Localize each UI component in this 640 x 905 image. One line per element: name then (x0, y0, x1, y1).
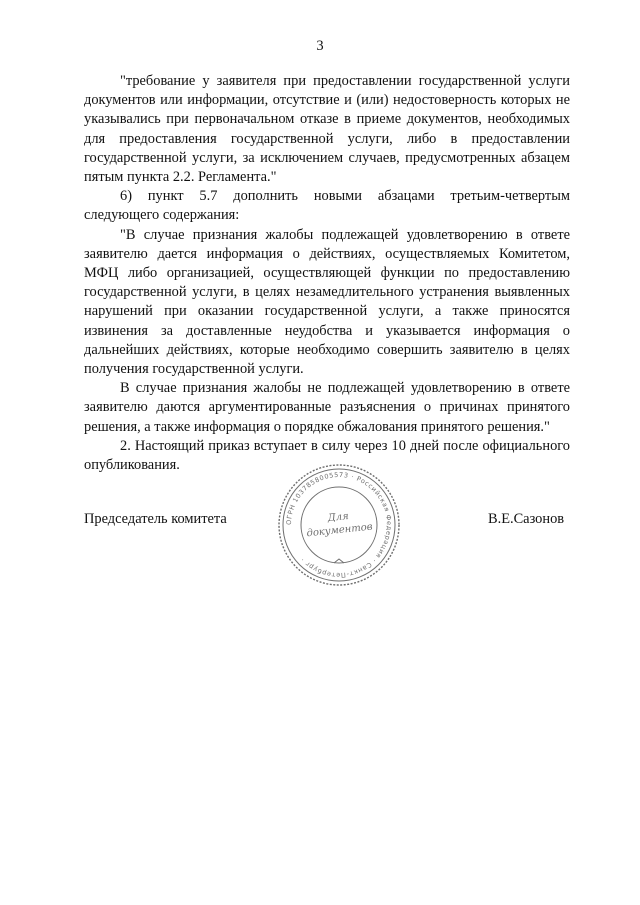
paragraph-4: В случае признания жалобы не подлежащей удовлетворению в ответе заявителю даются аргументированные разъяснения о причинах принятого решения, а также информация о порядке обжалования принятого решения." (84, 380, 570, 435)
signature-position: Председатель комитета (84, 511, 227, 527)
stamp-ring-text: ОГРН 1037858005573 · Российская Федерация · Санкт-Петербург · (284, 470, 394, 580)
official-stamp (276, 462, 402, 588)
paragraph-2: 6) пункт 5.7 дополнить новыми абзацами третьим-четвертым следующего содержания: (84, 188, 570, 224)
page-number: 3 (316, 38, 324, 54)
paragraph-3: "В случае признания жалобы подлежащей удовлетворению в ответе заявителю дается информация о действиях, осуществляемых Комитетом, МФЦ либо организацией, осуществляющей функции по предоставлению государственной услуги, в целях незамедлительного устранения выявленных нарушений при оказании государственной услуги, а также приносятся извинения за доставленные неудобства и указывается информация о дальнейших действиях, которые необходимо совершить заявителю в целях получения государственной услуги. (84, 226, 570, 378)
stamp-star-icon (334, 559, 344, 563)
stamp-center-line1: Для (327, 510, 350, 525)
signature-name: В.Е.Сазонов (488, 511, 565, 527)
paragraph-5: 2. Настоящий приказ вступает в силу через 10 дней после официального опубликования. (84, 437, 570, 474)
document-body (84, 72, 570, 475)
paragraph-1: "требование у заявителя при предоставлении государственной услуги документов или информации, отсутствие и (или) недостоверность которых не указывались при первоначальном отказе в приеме документов, необходимых для предоставления государственной услуги, либо в предоставлении государственной услуги, за исключением случаев, предусмотренных абзацем пятым пункта 2.2. Регламента." (84, 73, 570, 186)
stamp-center-line2: документов (306, 521, 374, 540)
